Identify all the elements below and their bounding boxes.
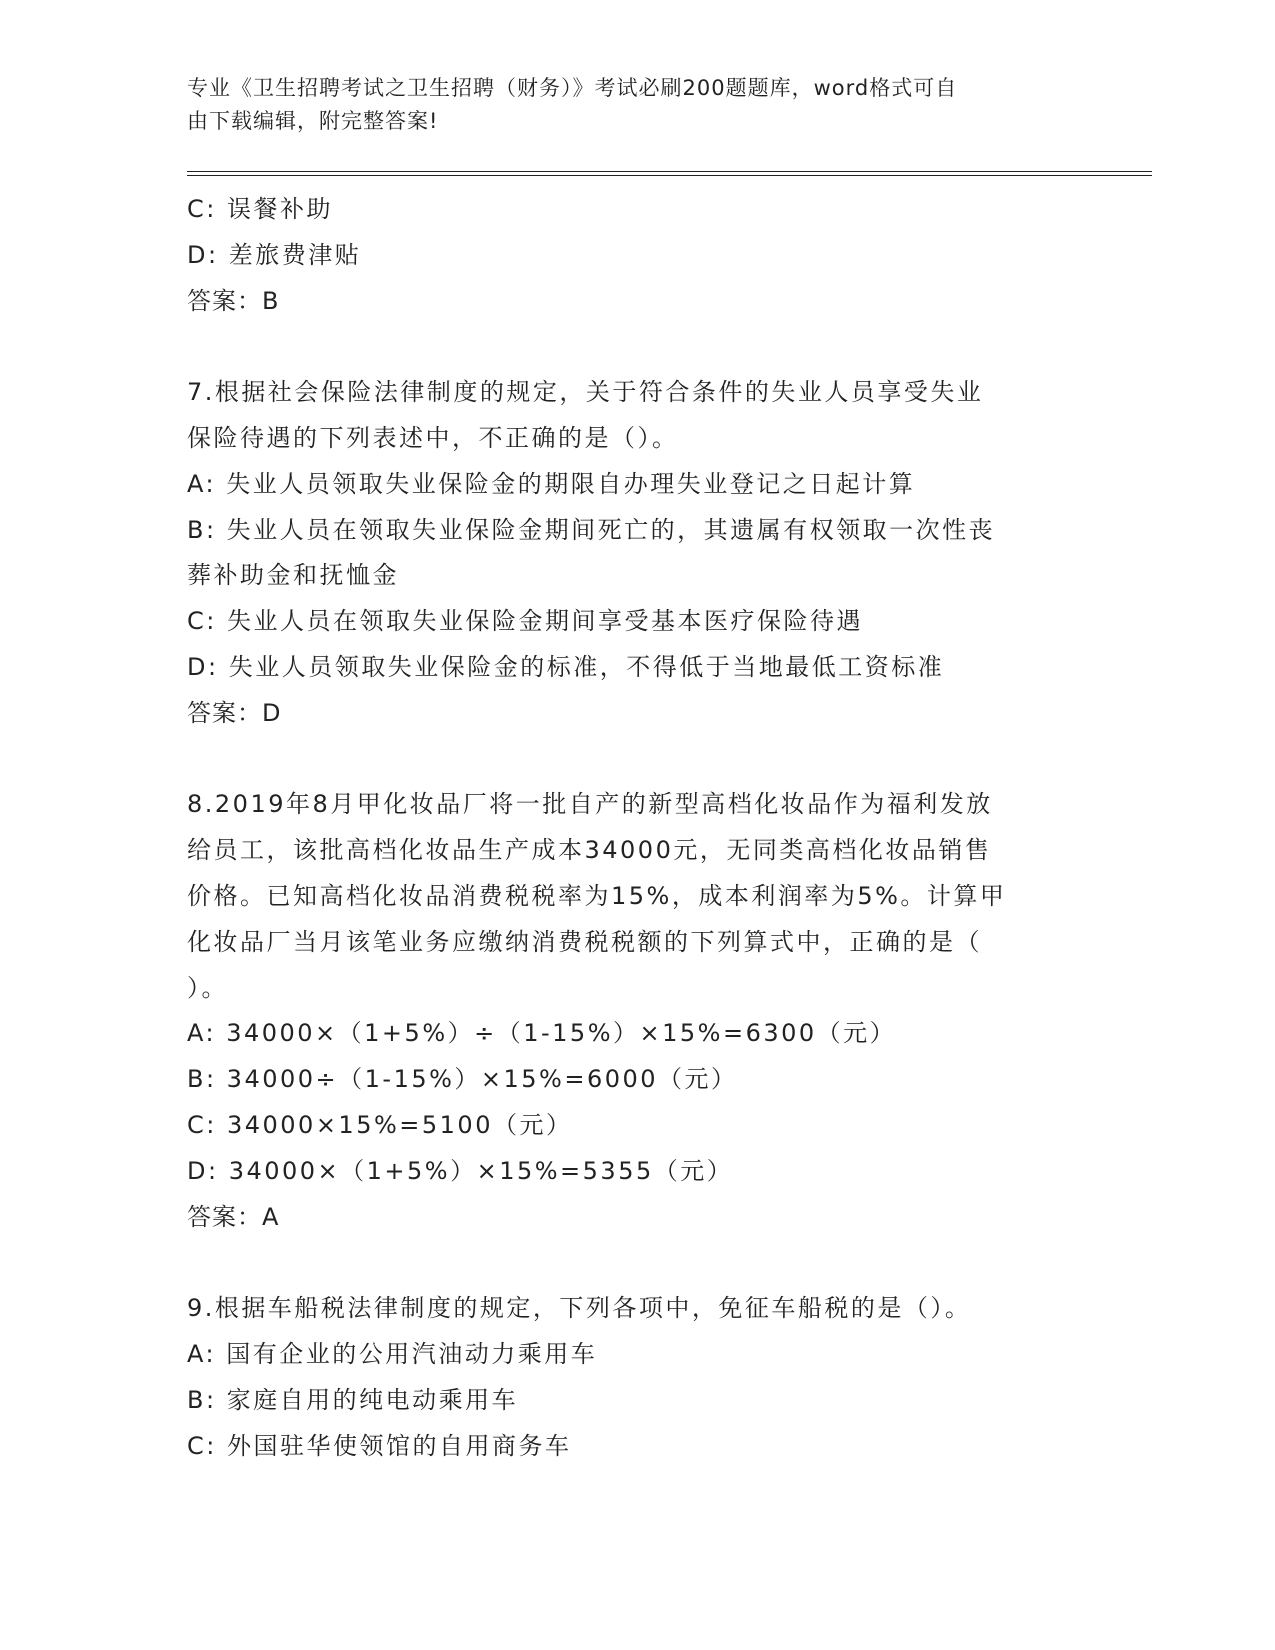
option-c: C: 误餐补助 <box>187 195 333 223</box>
question-9 <box>187 1286 1087 1469</box>
question-8 <box>187 782 1087 1240</box>
option-c: C: 外国驻华使领馆的自用商务车 <box>187 1431 572 1460</box>
answer-label: 答案：B <box>187 286 280 315</box>
document-body <box>187 187 1087 1469</box>
question-stem: 给员工，该批高档化妆品生产成本34000元，无同类高档化妆品销售 <box>187 836 992 865</box>
option-a: A: 国有企业的公用汽油动力乘用车 <box>187 1339 598 1368</box>
spacer <box>187 737 1087 783</box>
question-stem: 9.根据车船税法律制度的规定，下列各项中，免征车船税的是（）。 <box>187 1294 972 1323</box>
question-stem: 8.2019年8月甲化妆品厂将一批自产的新型高档化妆品作为福利发放 <box>187 790 993 819</box>
question-7 <box>187 370 1087 736</box>
option-b: B: 失业人员在领取失业保险金期间死亡的，其遗属有权领取一次性丧 <box>187 515 996 544</box>
option-d: D: 失业人员领取失业保险金的标准，不得低于当地最低工资标准 <box>187 652 945 681</box>
spacer <box>187 324 1087 370</box>
header-line-2: 由下载编辑，附完整答案! <box>187 109 439 133</box>
option-b: B: 家庭自用的纯电动乘用车 <box>187 1385 519 1414</box>
option-d: D: 差旅费津贴 <box>187 240 362 269</box>
question-stem: 7.根据社会保险法律制度的规定，关于符合条件的失业人员享受失业 <box>187 378 984 407</box>
answer-label: 答案：D <box>187 698 282 727</box>
question-6-tail <box>187 187 1087 324</box>
question-stem: ）。 <box>187 973 228 1002</box>
header-divider-bottom <box>187 175 1152 176</box>
option-c: C: 34000×15%=5100（元） <box>187 1110 573 1139</box>
answer-label: 答案：A <box>187 1202 280 1231</box>
header-line-1: 专业《卫生招聘考试之卫生招聘（财务）》考试必刷200题题库，word格式可自 <box>187 76 958 100</box>
question-stem: 化妆品厂当月该笔业务应缴纳消费税税额的下列算式中，正确的是（ <box>187 927 982 956</box>
document-header <box>187 72 1067 138</box>
option-b-continued: 葬补助金和抚恤金 <box>187 561 399 590</box>
question-stem: 保险待遇的下列表述中，不正确的是（）。 <box>187 423 679 452</box>
option-c: C: 失业人员在领取失业保险金期间享受基本医疗保险待遇 <box>187 607 863 636</box>
option-b: B: 34000÷（1-15%）×15%=6000（元） <box>187 1065 738 1094</box>
header-divider-top <box>187 171 1152 172</box>
option-a: A: 失业人员领取失业保险金的期限自办理失业登记之日起计算 <box>187 469 916 498</box>
option-a: A: 34000×（1+5%）÷（1-15%）×15%=6300（元） <box>187 1019 897 1048</box>
option-d: D: 34000×（1+5%）×15%=5355（元） <box>187 1156 734 1185</box>
question-stem: 价格。已知高档化妆品消费税税率为15%，成本利润率为5%。计算甲 <box>187 881 1007 910</box>
spacer <box>187 1240 1087 1286</box>
